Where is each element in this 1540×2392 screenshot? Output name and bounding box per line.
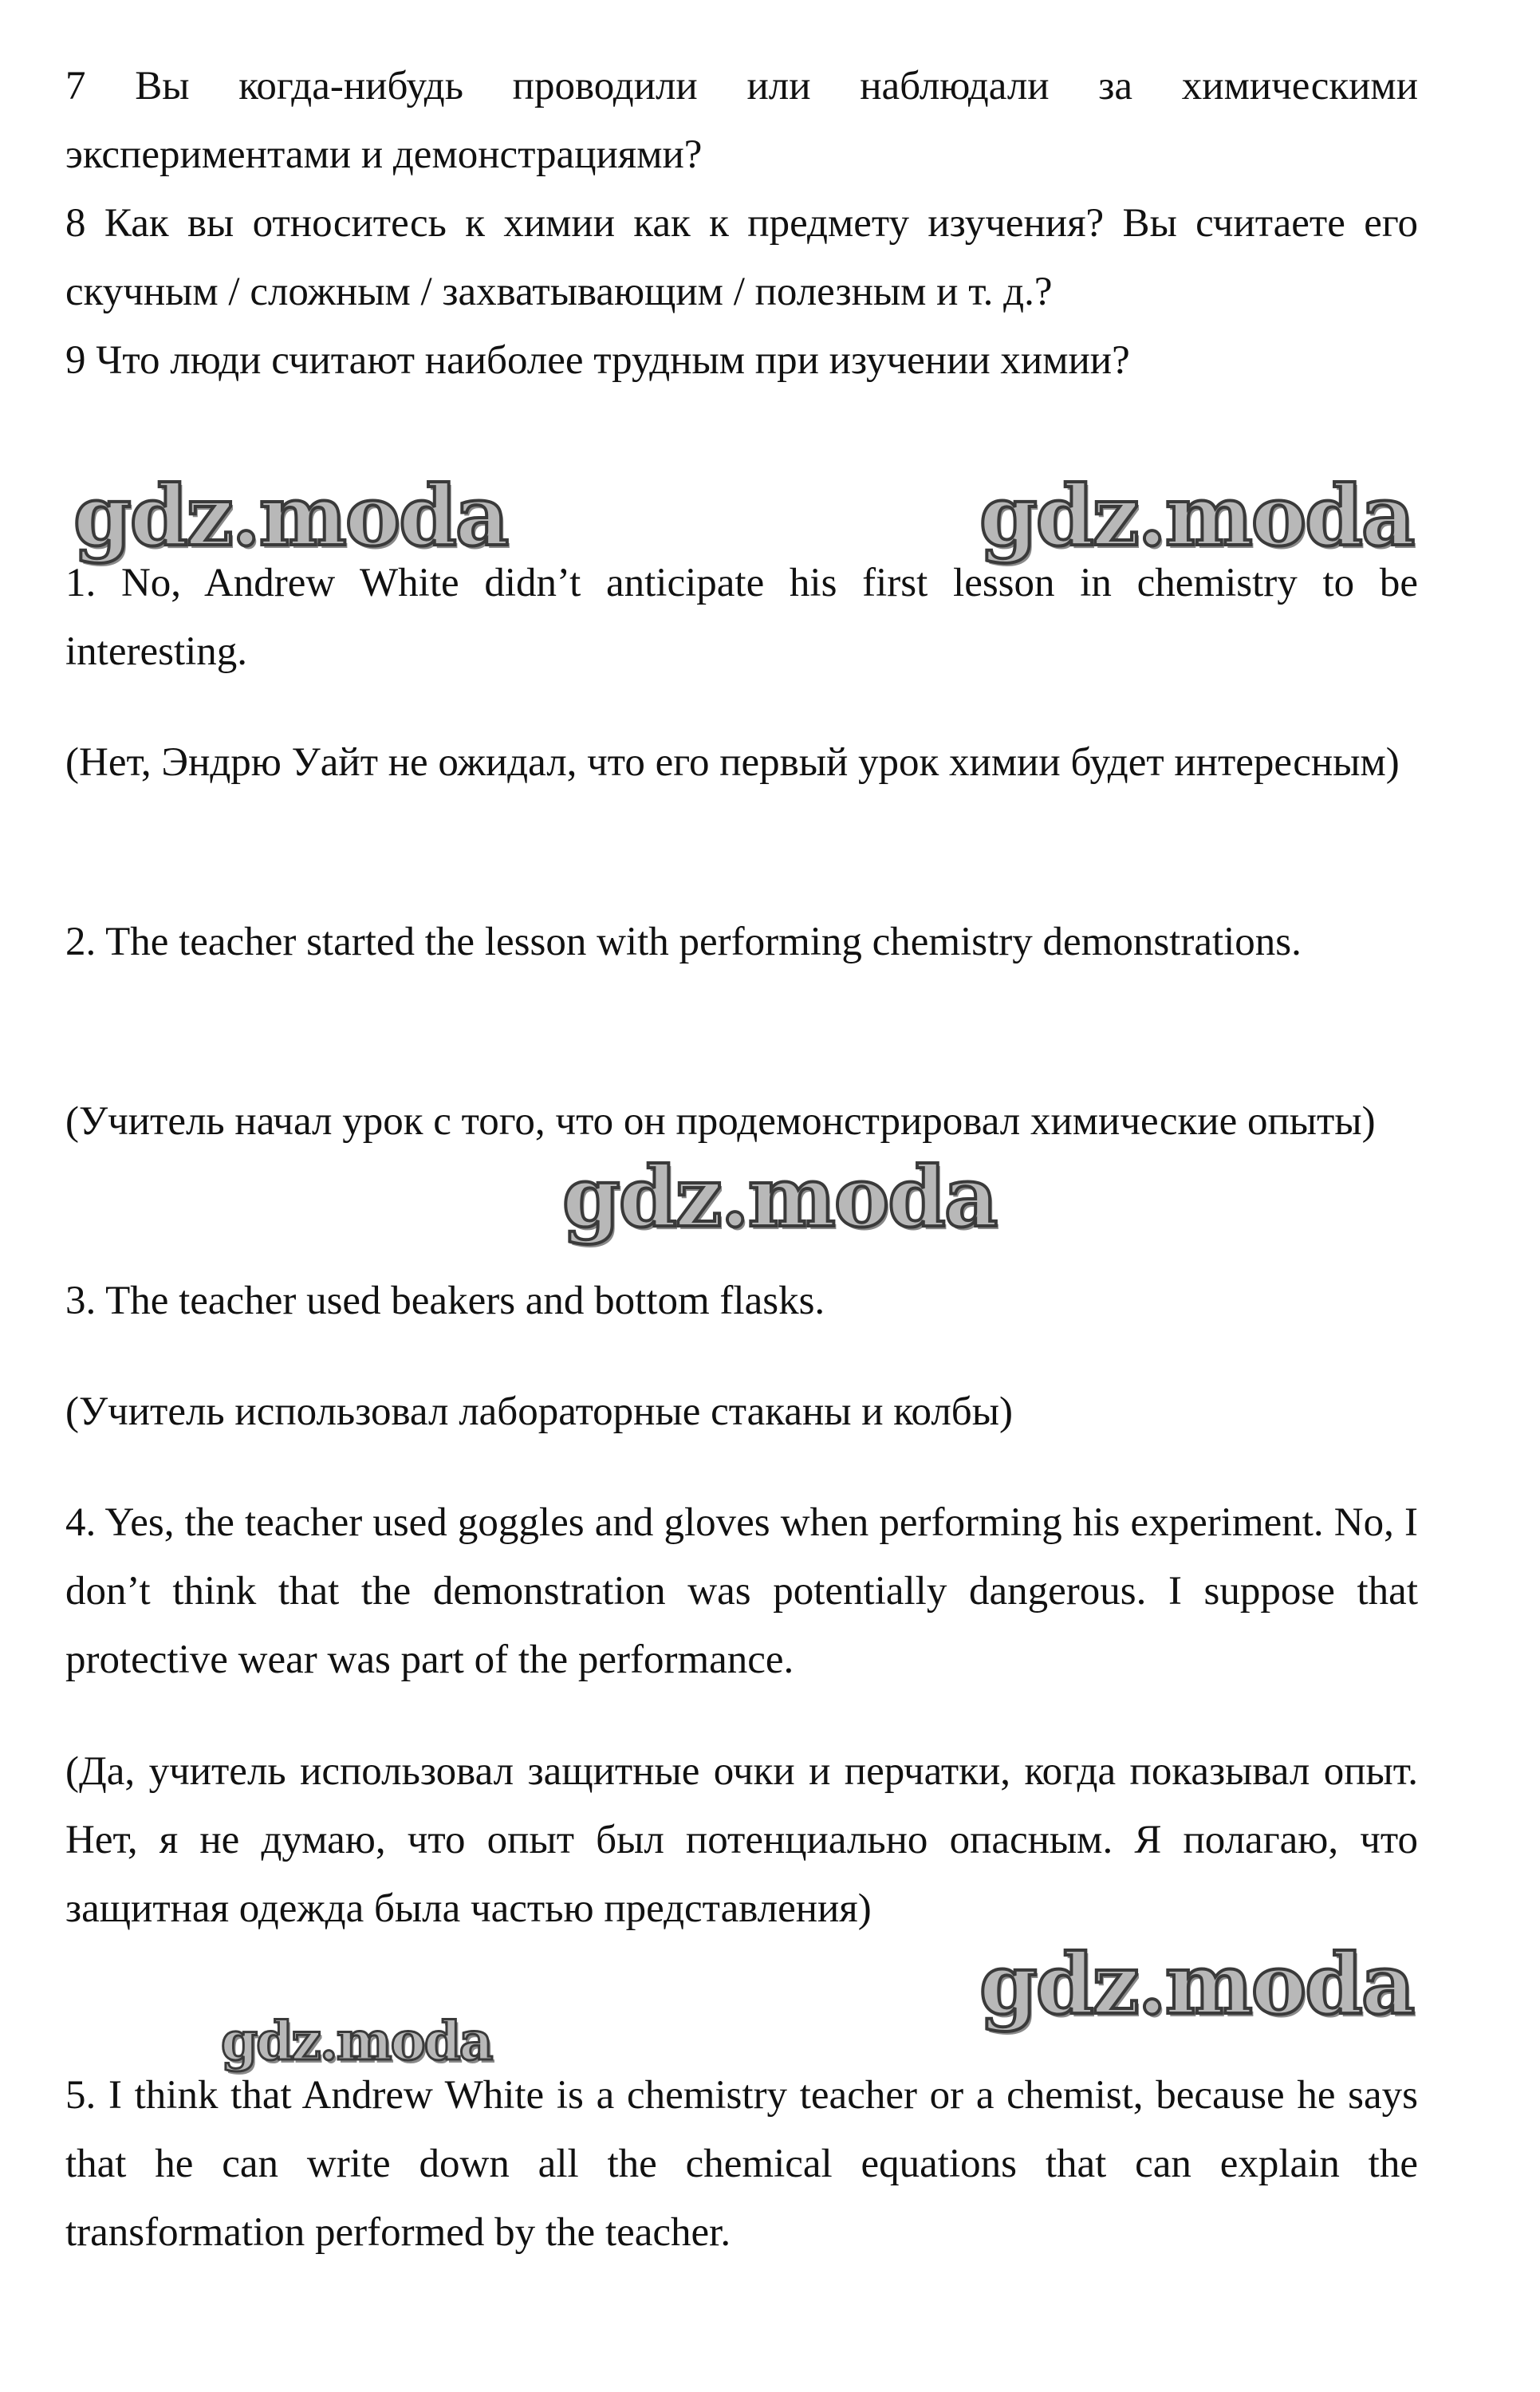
answer-3-russian: (Учитель использовал лабораторные стаканы и колбы) [65,1389,1013,1434]
answer-3-english: 3. The teacher used beakers and bottom flasks. [65,1279,825,1323]
watermark-logo: gdz.moda [979,467,1414,565]
watermark-logo: gdz.moda [73,467,508,565]
answer-4-english: 4. Yes, the teacher used goggles and gloves when performing his experiment. No, I don’t think that the demonstration was potentially dangerous. I suppose that protective wear was part of the performance. [65,1500,1418,1682]
question-8: 8 Как вы относитесь к химии как к предмету изучения? Вы считаете его скучным / сложным / захватывающим / полезным и т. д.? [65,201,1418,314]
answer-1-english: 1. No, Andrew White didn’t anticipate his first lesson in chemistry to be interesting. [65,561,1418,674]
watermark-logo: gdz.moda [979,1935,1414,2033]
watermark-logo: gdz.moda [221,2010,492,2072]
watermark-logo: gdz.moda [562,1148,997,1246]
answer-1-russian: (Нет, Эндрю Уайт не ожидал, что его первый урок химии будет интересным) [65,740,1400,785]
answer-2-english: 2. The teacher started the lesson with performing chemistry demonstrations. [65,920,1302,964]
question-9: 9 Что люди считают наиболее трудным при изучении химии? [65,338,1130,383]
answer-5-english: 5. I think that Andrew White is a chemistry teacher or a chemist, because he says that he can write down all the chemical equations that can explain the transformation performed by the teacher. [65,2073,1418,2255]
answer-4-russian: (Да, учитель использовал защитные очки и перчатки, когда показывал опыт. Нет, я не думаю, что опыт был потенциально опасным. Я полагаю, что защитная одежда была частью представления) [65,1749,1418,1931]
answer-2-russian: (Учитель начал урок с того, что он продемонстрировал химические опыты) [65,1099,1376,1144]
question-7: 7 Вы когда-нибудь проводили или наблюдали за химическими экспериментами и демонстрациями? [65,64,1418,177]
